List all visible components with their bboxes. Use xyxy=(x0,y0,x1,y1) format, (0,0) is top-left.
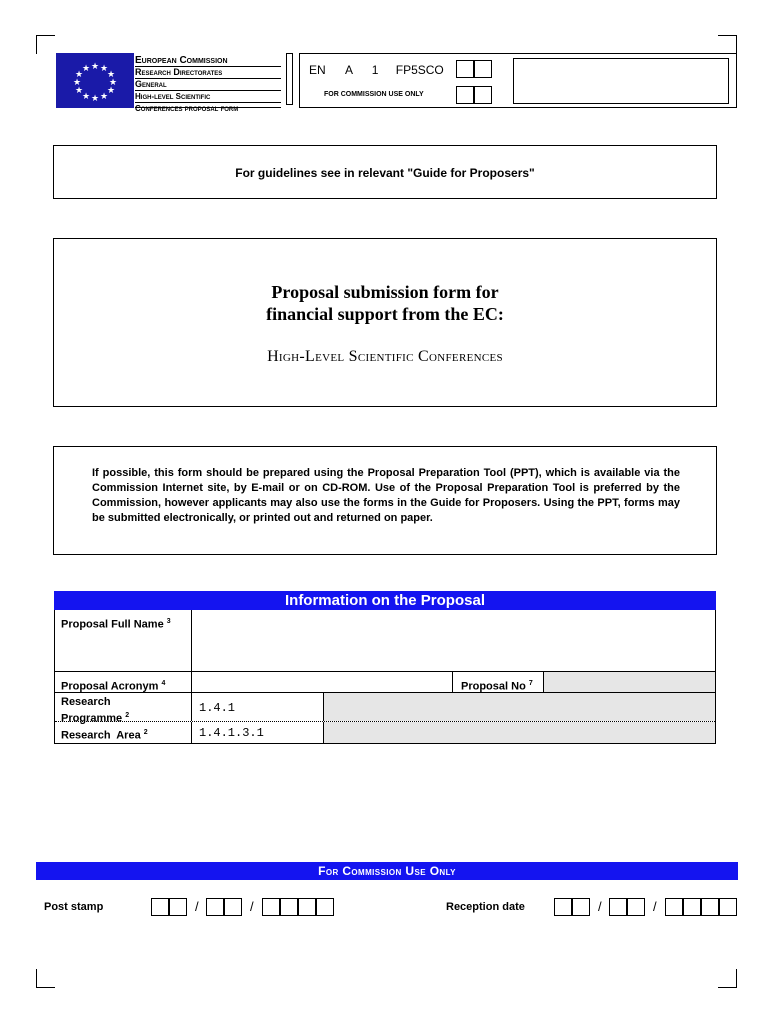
eu-stars-icon xyxy=(56,53,134,108)
post-stamp-year-2[interactable] xyxy=(280,898,298,916)
post-stamp-year-1[interactable] xyxy=(262,898,280,916)
svg-text:★: ★ xyxy=(90,94,100,104)
reception-year-2[interactable] xyxy=(683,898,701,916)
area-detail-field[interactable] xyxy=(323,722,715,743)
programme-sup: 2 xyxy=(125,712,130,719)
org-block xyxy=(135,55,281,113)
guidelines-box xyxy=(53,145,717,199)
acronym-sup: 4 xyxy=(161,680,166,687)
org-line-4: High-level Scientific xyxy=(135,91,281,103)
full-name-label: Proposal Full Name xyxy=(61,618,164,631)
commission-reference-field[interactable] xyxy=(513,58,729,104)
acronym-label-cell xyxy=(55,672,192,692)
svg-text:★: ★ xyxy=(74,70,84,80)
code-letter: A xyxy=(345,63,353,77)
full-name-label-cell xyxy=(55,610,192,671)
code-num: 1 xyxy=(371,63,379,77)
area-label: Research Area xyxy=(61,729,141,742)
svg-text:★: ★ xyxy=(99,64,109,74)
title-line-2: financial support from the EC: xyxy=(266,304,504,324)
info-heading: Information on the Proposal xyxy=(54,591,716,610)
post-stamp-year-3[interactable] xyxy=(298,898,316,916)
svg-text:★: ★ xyxy=(99,92,109,102)
svg-text:★: ★ xyxy=(81,64,91,74)
notice-box xyxy=(53,446,717,555)
header-separator xyxy=(286,53,293,105)
org-line-5: Conferences proposal form xyxy=(135,104,239,113)
proposal-no-field[interactable] xyxy=(544,672,715,692)
crop-mark-top-right xyxy=(718,35,737,54)
crop-mark-top-left xyxy=(36,35,55,54)
programme-label-cell xyxy=(55,693,192,725)
title-box xyxy=(53,238,717,407)
commission-use-label: FOR COMMISSION USE ONLY xyxy=(324,91,424,98)
title-subtitle: High-Level Scientific Conferences xyxy=(267,348,503,365)
reception-year-4[interactable] xyxy=(719,898,737,916)
crop-mark-bottom-right xyxy=(718,969,737,988)
svg-text:★: ★ xyxy=(106,70,116,80)
proposal-no-label: Proposal No xyxy=(461,680,526,693)
post-stamp-month-1[interactable] xyxy=(206,898,224,916)
code-box-cell-1[interactable] xyxy=(456,60,474,78)
eu-flag-logo xyxy=(56,53,134,108)
proposal-no-label-cell xyxy=(452,672,544,692)
reception-year-3[interactable] xyxy=(701,898,719,916)
area-sup: 2 xyxy=(143,729,148,736)
reception-date-label: Reception date xyxy=(446,901,525,913)
reception-month-2[interactable] xyxy=(627,898,645,916)
post-stamp-label: Post stamp xyxy=(44,901,104,913)
programme-value: 1.4.1 xyxy=(199,701,236,715)
crop-mark-bottom-left xyxy=(36,969,55,988)
proposal-no-sup: 7 xyxy=(528,680,533,687)
acronym-input[interactable] xyxy=(193,672,452,692)
post-stamp-slash-1: / xyxy=(195,899,199,914)
svg-text:★: ★ xyxy=(74,86,84,96)
full-name-sup: 3 xyxy=(166,618,171,625)
post-stamp-day-1[interactable] xyxy=(151,898,169,916)
svg-text:★: ★ xyxy=(81,92,91,102)
code-box-cell-4[interactable] xyxy=(474,86,492,104)
commission-use-heading: For Commission Use Only xyxy=(36,862,738,880)
post-stamp-slash-2: / xyxy=(250,899,254,914)
svg-text:★: ★ xyxy=(106,86,116,96)
org-line-1: European Commission xyxy=(135,55,281,67)
post-stamp-year-4[interactable] xyxy=(316,898,334,916)
title-line-1: Proposal submission form for xyxy=(271,282,499,302)
code-box-cell-2[interactable] xyxy=(474,60,492,78)
acronym-label: Proposal Acronym xyxy=(61,680,159,693)
programme-label-line-2: Programme xyxy=(61,712,123,725)
svg-text:★: ★ xyxy=(90,62,100,72)
post-stamp-day-2[interactable] xyxy=(169,898,187,916)
reception-slash-1: / xyxy=(598,899,602,914)
code-lang: EN xyxy=(309,63,326,77)
reception-month-1[interactable] xyxy=(609,898,627,916)
programme-label-line-1: Research xyxy=(61,696,111,708)
programme-detail-field[interactable] xyxy=(323,693,715,721)
reception-day-1[interactable] xyxy=(554,898,572,916)
guidelines-text: For guidelines see in relevant "Guide for Proposers" xyxy=(235,166,535,180)
area-value: 1.4.1.3.1 xyxy=(199,726,264,740)
svg-text:★: ★ xyxy=(72,78,82,88)
org-line-3: General xyxy=(135,79,281,91)
code-box-cell-3[interactable] xyxy=(456,86,474,104)
form-code-line xyxy=(309,63,459,77)
svg-text:★: ★ xyxy=(108,78,118,88)
org-line-2: Research Directorates xyxy=(135,67,281,79)
reception-day-2[interactable] xyxy=(572,898,590,916)
code-id: FP5SCO xyxy=(395,63,444,77)
full-name-input[interactable] xyxy=(193,610,715,671)
post-stamp-month-2[interactable] xyxy=(224,898,242,916)
notice-text: If possible, this form should be prepared using the Proposal Preparation Tool (PPT), which is available via the Commission Internet site, by E-mail or on CD-ROM. Use of the Proposal Preparation Tool is preferred by the Commission, however applicants may also use the forms in the Guide for Proposers. Using the PPT, forms may be submitted electronically, or printed out and returned on paper. xyxy=(92,467,680,524)
reception-slash-2: / xyxy=(653,899,657,914)
area-label-cell xyxy=(55,722,192,743)
reception-year-1[interactable] xyxy=(665,898,683,916)
